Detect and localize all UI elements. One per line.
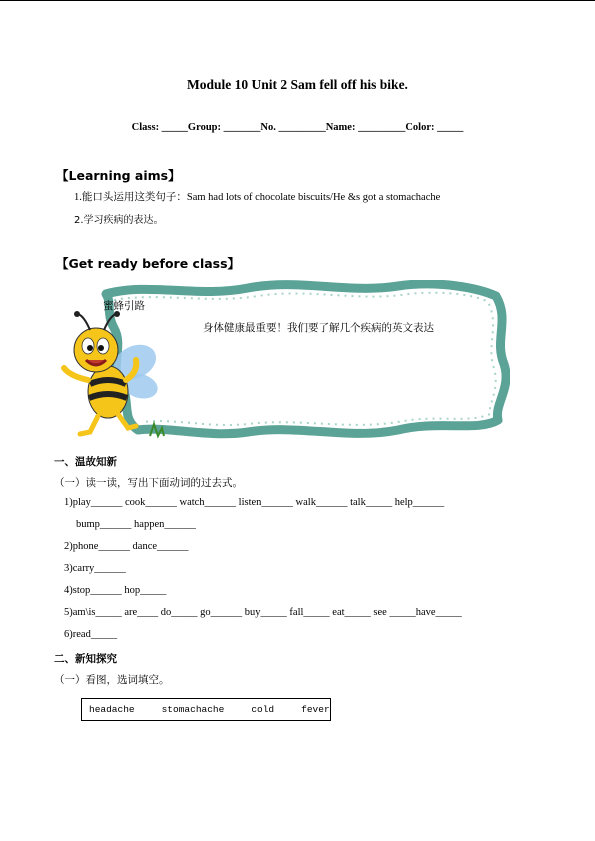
word-bank-item: headache xyxy=(89,704,135,715)
word-bank-item: fever xyxy=(301,704,330,715)
exercise-line: 5)am\is_____ are____ do_____ go______ buy_____ fall_____ eat_____ see _____have_____ xyxy=(64,607,462,618)
exercise-line: bump______ happen______ xyxy=(76,519,196,530)
word-bank-item: cold xyxy=(251,704,275,715)
learning-aim-2: 2.学习疾病的表达。 xyxy=(74,215,164,226)
word-bank-box xyxy=(81,698,331,721)
top-border-line xyxy=(0,0,595,1)
part2-heading: 二、新知探究 xyxy=(54,653,117,665)
exercise-line: 6)read_____ xyxy=(64,629,118,640)
exercise-line: 3)carry______ xyxy=(64,563,126,574)
part1-instruction: （一）读一读，写出下面动词的过去式。 xyxy=(54,477,243,489)
exercise-line: 2)phone______ dance______ xyxy=(64,541,189,552)
get-ready-heading: 【Get ready before class】 xyxy=(56,256,241,271)
learning-aim-1: 1.能口头运用这类句子：Sam had lots of chocolate biscuits/He &s got a stomachache xyxy=(74,192,441,203)
part1-heading: 一、温故知新 xyxy=(54,456,117,468)
exercise-line: 1)play______ cook______ watch______ listen______ walk______ talk_____ help______ xyxy=(64,497,445,508)
banner-text: 身体健康最重要！我们要了解几个疾病的英文表达 xyxy=(203,322,434,334)
banner-title: 蜜蜂引路 xyxy=(103,300,145,312)
student-info-line: Class: _____Group: _______No. _________Name: _________Color: _____ xyxy=(131,122,464,133)
banner-frame xyxy=(106,284,506,434)
learning-aims-heading: 【Learning aims】 xyxy=(56,168,181,183)
part2-instruction: （一）看图，选词填空。 xyxy=(54,674,170,686)
page-title: Module 10 Unit 2 Sam fell off his bike. xyxy=(187,77,408,92)
word-bank-item: stomachache xyxy=(161,704,225,715)
exercise-line: 4)stop______ hop_____ xyxy=(64,585,167,596)
